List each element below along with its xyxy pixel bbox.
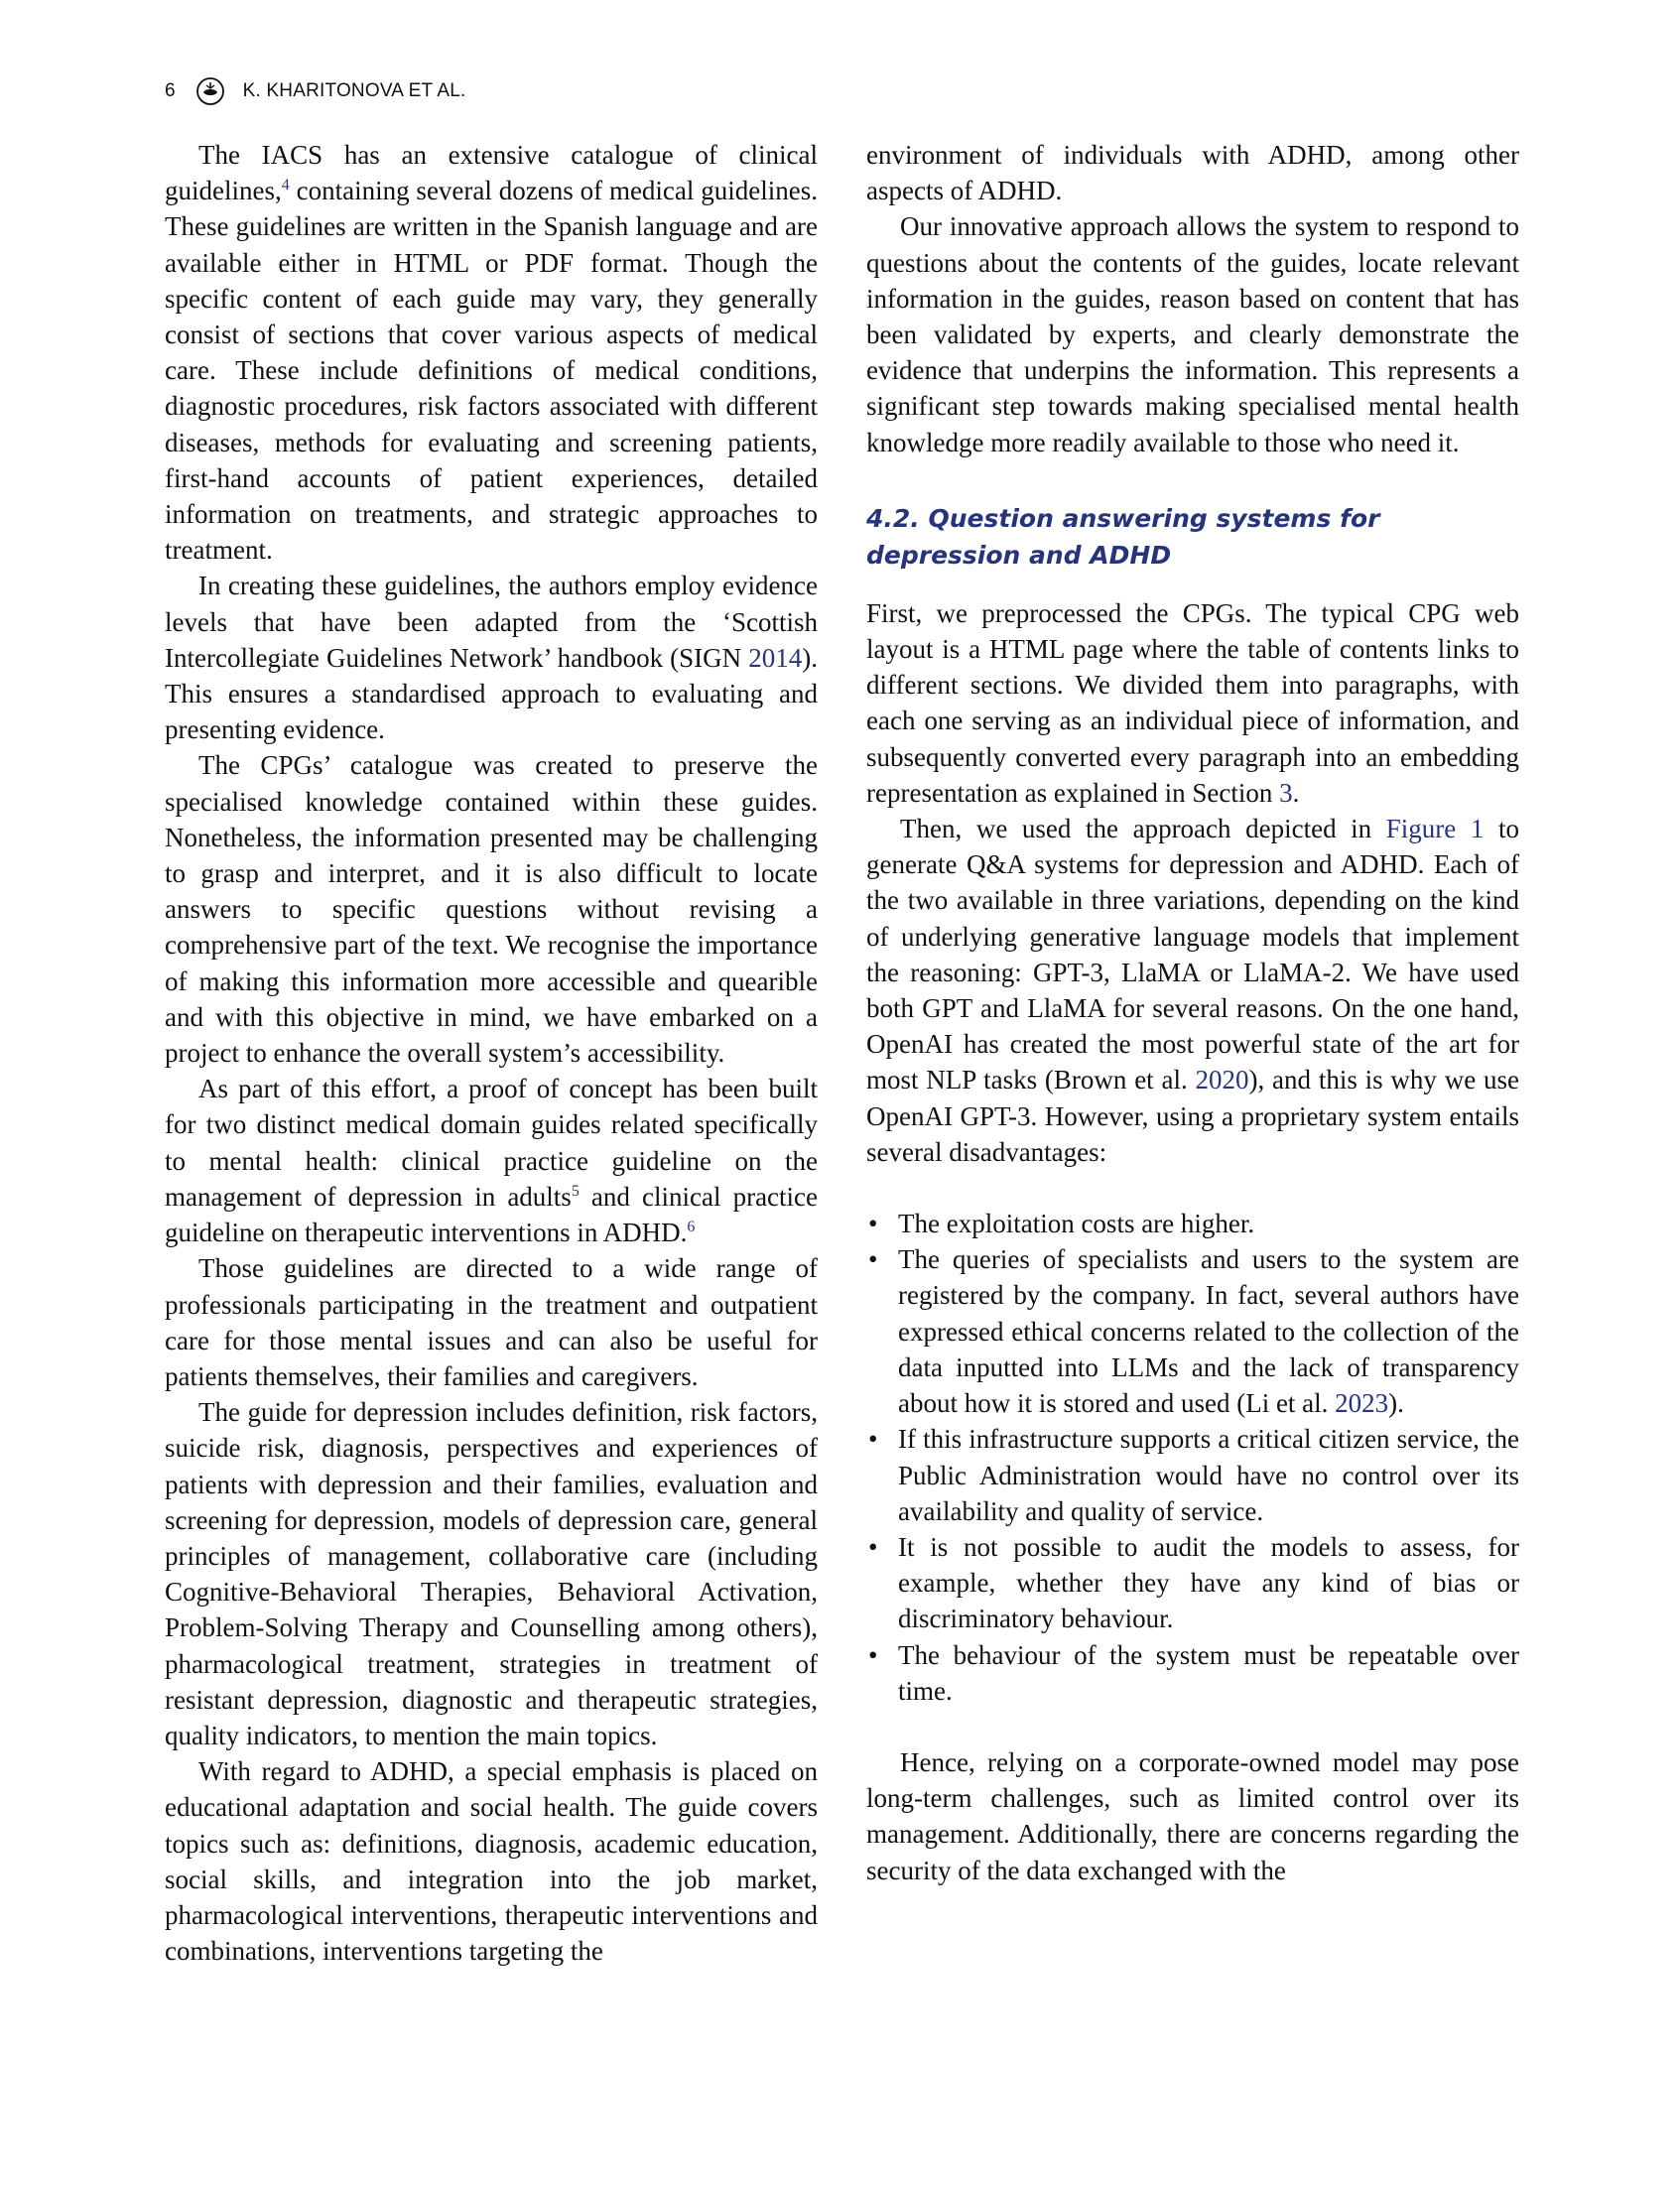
- bullet-icon: •: [868, 1424, 878, 1455]
- paragraph: Those guidelines are directed to a wide range of professionals participating in the treatment and outpatient care for those mental issues and can also be useful for patients themselves, their families and caregivers.: [165, 1253, 818, 1391]
- text-run: ), and this is why we use OpenAI GPT-3. However, using a proprietary system entails several disadvantages:: [866, 1065, 1519, 1167]
- list-item: [866, 1241, 1519, 1421]
- paragraph: [866, 811, 1519, 1170]
- text-run: containing several dozens of medical guidelines. These guidelines are written in the Spanish language and are available either in HTML or PDF format. Though the specific content of each guide may vary, they generally consist of sections that cover various aspects of medical care. These include definitions of medical conditions, diagnostic procedures, risk factors associated with different diseases, methods for evaluating and screening patients, first-hand accounts of patient experiences, detailed information on treatments, and strategic approaches to treatment.: [165, 176, 818, 566]
- footnote-ref[interactable]: 4: [281, 177, 290, 194]
- bullet-icon: •: [868, 1639, 878, 1670]
- text-run: It is not possible to audit the models to assess, for example, whether they have any kind of bias or discriminatory behaviour.: [898, 1531, 1519, 1634]
- paragraph: Our innovative approach allows the system to respond to questions about the contents of the guides, locate relevant information in the guides, reason based on content that has been validated by experts, and clearly demonstrate the evidence that underpins the information. This represents a significant step towards making specialised mental health knowledge more readily available to those who need it.: [866, 211, 1519, 457]
- citation-link[interactable]: 2020: [1195, 1065, 1249, 1095]
- text-run: The exploitation costs are higher.: [898, 1209, 1255, 1239]
- paragraph: [165, 568, 818, 747]
- list-item: [866, 1421, 1519, 1529]
- citation-link[interactable]: 2023: [1335, 1388, 1389, 1419]
- paragraph: [866, 595, 1519, 811]
- page-number: 6: [165, 80, 176, 101]
- paragraph: environment of individuals with ADHD, among other aspects of ADHD.: [866, 140, 1519, 206]
- text-run: Then, we used the approach depicted in: [900, 814, 1386, 844]
- right-column: [866, 137, 1519, 1888]
- list-item: [866, 1206, 1519, 1241]
- running-head-authors: K. KHARITONOVA ET AL.: [242, 80, 466, 101]
- text-run: As part of this effort, a proof of concept has been built for two distinct medical domain guides related specifically to mental health: clinical practice guideline on the management of depression in adults: [165, 1074, 818, 1212]
- list-item: [866, 1529, 1519, 1637]
- citation-link[interactable]: 2014: [748, 642, 803, 673]
- bullet-icon: •: [868, 1244, 878, 1275]
- text-run: The IACS has an extensive catalogue of clinical guidelines,: [165, 140, 818, 206]
- section-link[interactable]: 3: [1279, 777, 1293, 808]
- text-run: If this infrastructure supports a critical citizen service, the Public Administration would have no control over its availability and quality of service.: [898, 1424, 1519, 1526]
- paragraph: With regard to ADHD, a special emphasis is placed on educational adaptation and social health. The guide covers topics such as: definitions, diagnosis, academic education, social skills, and integration into the job market, pharmacological interventions, therapeutic interventions and combinations, interventions targeting the: [165, 1756, 818, 1967]
- text-run: .: [1292, 777, 1300, 808]
- paragraph: [165, 1071, 818, 1250]
- text-run: ). This ensures a standardised approach to evaluating and presenting evidence.: [165, 642, 818, 745]
- text-run: The behaviour of the system must be repeatable over time.: [898, 1639, 1519, 1706]
- footnote-ref[interactable]: 6: [687, 1219, 696, 1236]
- text-run: The queries of specialists and users to the system are registered by the company. In fact, several authors have expressed ethical concerns related to the collection of the data inputted into LLMs and the lack of transparency about how it is stored and used (Li et al.: [898, 1244, 1519, 1419]
- list-item: [866, 1637, 1519, 1709]
- figure-link[interactable]: Figure 1: [1385, 814, 1485, 844]
- running-header: [165, 73, 465, 109]
- bullet-list: [866, 1206, 1519, 1709]
- left-column: [165, 137, 818, 1969]
- section-heading: 4.2. Question answering systems for depression and ADHD: [866, 503, 1380, 570]
- paragraph: Hence, relying on a corporate-owned model may pose long-term challenges, such as limited control over its management. Additionally, there are concerns regarding the security of the data exchanged with the: [866, 1746, 1519, 1885]
- bullet-icon: •: [868, 1209, 878, 1239]
- text-run: First, we preprocessed the CPGs. The typical CPG web layout is a HTML page where the table of contents links to different sections. We divided them into paragraphs, with each one serving as an individual piece of information, and subsequently converted every paragraph into an embedding representation as explained in Section: [866, 597, 1519, 808]
- text-run: ).: [1388, 1388, 1404, 1419]
- text-run: In creating these guidelines, the authors employ evidence levels that have been adapted from the ‘Scottish Intercollegiate Guidelines Network’ handbook (SIGN: [165, 571, 818, 673]
- text-run: and clinical practice guideline on therapeutic interventions in ADHD.: [165, 1181, 819, 1248]
- paragraph: [165, 137, 818, 568]
- footnote-ref[interactable]: 5: [571, 1182, 580, 1200]
- journal-logo-icon: [195, 76, 225, 106]
- paragraph: The guide for depression includes definition, risk factors, suicide risk, diagnosis, perspectives and experiences of patients with depression and their families, evaluation and screening for depression, models of depression care, general principles of management, collaborative care (including Cognitive-Behavioral Therapies, Behavioral Activation, Problem-Solving Therapy and Counselling among others), pharmacological treatment, strategies in treatment of resistant depression, diagnostic and therapeutic strategies, quality indicators, to mention the main topics.: [165, 1397, 818, 1750]
- bullet-icon: •: [868, 1531, 878, 1562]
- paragraph: The CPGs’ catalogue was created to preserve the specialised knowledge contained within these guides. Nonetheless, the information presented may be challenging to grasp and interpret, and it is also difficult to locate answers to specific questions without revising a comprehensive part of the text. We recognise the importance of making this information more accessible and quearible and with this objective in mind, we have embarked on a project to enhance the overall system’s accessibility.: [165, 750, 818, 1069]
- text-run: to generate Q&A systems for depression and ADHD. Each of the two available in three variations, depending on the kind of underlying generative language models that implement the reasoning: GPT-3, LlaMA or LlaMA-2. We have used both GPT and LlaMA for several reasons. On the one hand, OpenAI has created the most powerful state of the art for most NLP tasks (Brown et al.: [866, 814, 1519, 1095]
